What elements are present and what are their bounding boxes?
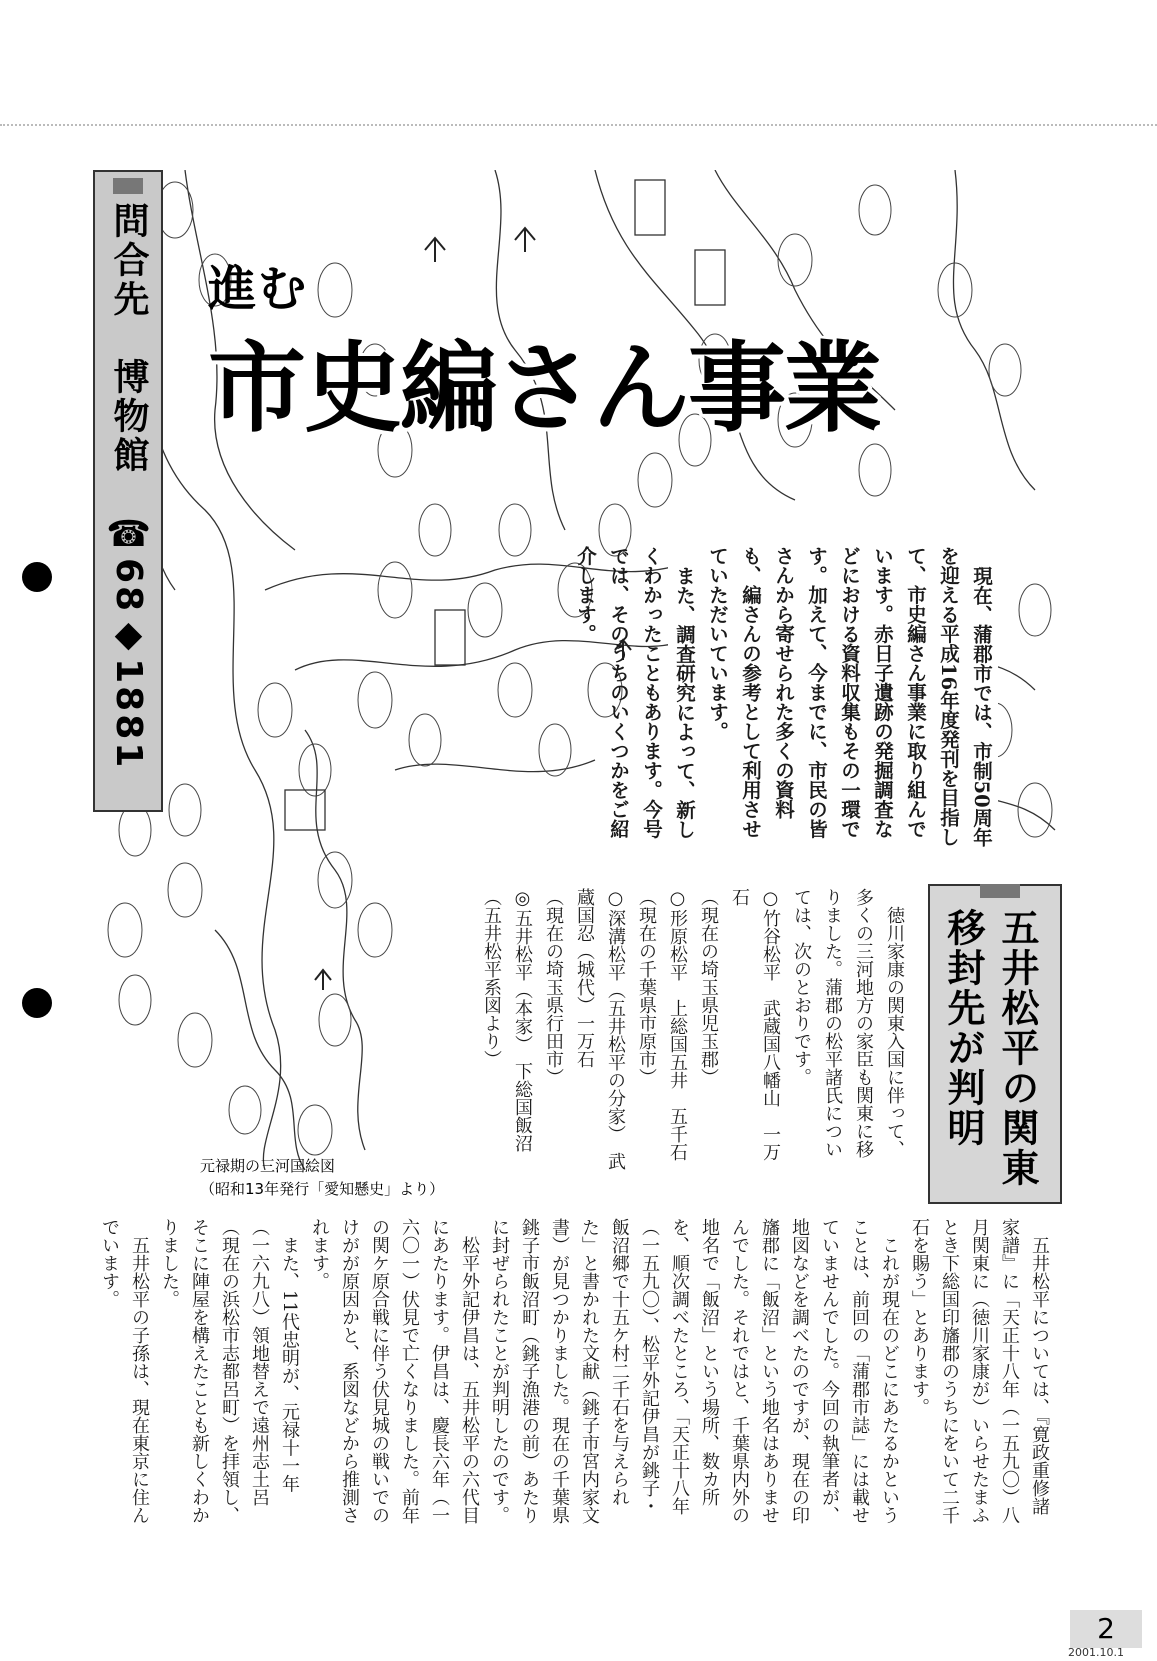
body-paragraph-4: また、11代忠明が、元禄十一年（一六九八）領地替えで遠州志土呂（現在の浜松市志都呂町）を拝領し、そこに陣屋を構えたことも新しくわかりました。: [159, 1218, 300, 1524]
map-caption: [200, 1155, 444, 1201]
relocation-item: （現在の埼玉県児玉郡）: [698, 888, 719, 1086]
article-body: [98, 1218, 1054, 1528]
relocation-item: ◎五井松平（本家） 下総国飯沼: [512, 888, 533, 1152]
page-title: 市史編さん事業: [208, 332, 881, 446]
body-paragraph-5: 五井松平の子孫は、現在東京に住んでいます。: [99, 1218, 150, 1524]
page-number: 2: [1070, 1610, 1142, 1648]
relocation-lead: 徳川家康の関東入国に伴って、多くの三河地方の家臣も関東に移りました。蒲郡の松平諸氏については、次のとおりです。: [791, 888, 905, 1158]
section-heading-tab: [980, 884, 1020, 898]
map-caption-title: 元禄期の三河国絵図: [200, 1157, 336, 1175]
relocation-list-text: [481, 888, 910, 1173]
issue-date: 2001.10.1: [1068, 1646, 1124, 1659]
contact-box: [93, 170, 163, 812]
contact-text: 問合先 博物館 ☎68◆1881: [108, 202, 149, 771]
relocation-item: （五井松平系図より）: [481, 888, 502, 1068]
binder-hole-top: [22, 562, 52, 592]
top-dotted-rule: [0, 124, 1157, 126]
relocation-item: ○形原松平 上総国五井 五千石: [667, 888, 688, 1161]
relocation-item: （現在の千葉県市原市）: [636, 888, 657, 1086]
contact-box-tab: [113, 178, 143, 194]
map-caption-source: （昭和13年発行「愛知懸史」より）: [200, 1180, 445, 1198]
section-heading-box: [928, 884, 1062, 1204]
body-paragraph-3: 松平外記伊昌は、五井松平の六代目にあたります。伊昌は、慶長六年（一六〇一）伏見で亡くなりました。前年の関ケ原合戦に伴う伏見城の戦いでのけがが原因かと、系図などから推測されます。: [309, 1218, 480, 1524]
body-paragraph-1: 五井松平については、『寛政重修諸家譜』に「天正十八年（一五九〇）八月関東に（徳川家康が）いらせたまふとき下総国印旛郡のうちにをいて二千石を賜う」とあります。: [909, 1218, 1050, 1524]
binder-hole-bottom: [22, 988, 52, 1018]
intro-paragraph-1: 現在、蒲郡市では、市制50周年を迎える平成16年度発刊を目指して、市史編さん事業に取り組んでいます。赤日子遺跡の発掘調査などにおける資料収集もその一環です。加えて、今までに、市民の皆さんから寄せられた多くの資料も、編さんの参考として利用させていただいています。: [706, 546, 993, 847]
relocation-item: （現在の埼玉県行田市）: [543, 888, 564, 1086]
relocation-item: ○竹谷松平 武蔵国八幡山 一万石: [729, 888, 781, 1161]
body-paragraph-2: これが現在のどこにあたるかということは、前回の「蒲郡市誌」には載せていませんでした。今回の執筆者が、地図などを調べたのですが、現在の印旛郡に「飯沼」という地名はありませんでした。それではと、千葉県内外の地名で「飯沼」という場所、数カ所を、順次調べたところ、「天正十八年（一五九〇）、松平外記伊昌が銚子・飯沼郷で十五ケ村二千石を与えられた」と書かれた文献（銚子市宮内家文書）が見つかりました。現在の千葉県銚子市飯沼町（銚子漁港の前）あたりに封ぜられたことが判明したのです。: [489, 1218, 900, 1524]
title-kicker: 進む: [208, 261, 309, 317]
relocation-item: ○深溝松平（五井松平の分家） 武蔵国忍（城代）一万石: [574, 888, 626, 1170]
intro-paragraph-2: また、調査研究によって、新しくわかったこともあります。今号では、そのうちのいくつかをご紹介します。: [574, 546, 696, 839]
section-heading: 五井松平の関東移封先が判明: [941, 908, 1039, 1188]
intro-text: [574, 546, 998, 851]
